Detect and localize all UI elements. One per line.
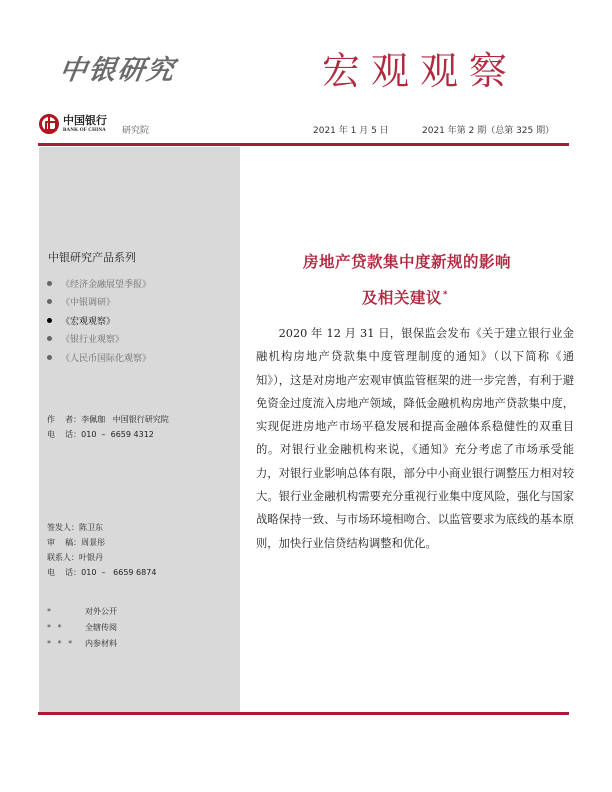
calligraphy-logo: 中银研究 [57, 55, 178, 86]
product-label: 《银行业观察》 [61, 335, 125, 346]
product-item [47, 330, 151, 349]
classification-row [47, 620, 117, 636]
sidebar [39, 147, 240, 712]
bullet-icon [47, 355, 52, 360]
article-title-text: 及相关建议 [361, 289, 442, 307]
signer-row [47, 520, 156, 535]
signer-value: 陈卫东 [79, 523, 103, 532]
reviewer-value: 周景彤 [81, 538, 106, 547]
star-icon: * [47, 607, 53, 616]
phone-value: 010 – 6659 4312 [81, 430, 154, 439]
contact-row [47, 550, 156, 565]
signer-key: 签发人： [47, 523, 79, 532]
article-title-line1: 房地产贷款集中度新规的影响 [302, 253, 511, 271]
product-label: 《宏观观察》 [61, 316, 116, 327]
boc-logo-chinese: 中国银行 [63, 114, 107, 127]
phone-key: 电 话： [47, 568, 82, 577]
contact-phone-row [47, 565, 156, 580]
author-phone-row [47, 427, 169, 442]
phone-key: 电 话： [47, 430, 82, 439]
phone-value: 010 – 6659 6874 [81, 568, 157, 577]
author-value: 李佩珈 中国银行研究院 [81, 415, 169, 424]
author-row [47, 412, 169, 427]
product-item [47, 274, 151, 293]
bullet-icon [47, 281, 52, 286]
product-label: 《人民币国际化观察》 [61, 353, 152, 364]
approval-info [47, 520, 156, 580]
institute-label: 研究院 [122, 126, 150, 136]
boc-emblem-icon [39, 114, 59, 134]
product-item [47, 293, 151, 312]
product-series-heading: 中银研究产品系列 [48, 251, 136, 264]
footnote-mark: * [442, 289, 449, 300]
product-series-list [47, 274, 151, 367]
series-title: 宏观观察 [322, 49, 519, 93]
product-label: 《经济金融展望季报》 [61, 279, 152, 290]
bullet-icon [47, 299, 52, 304]
header-divider [38, 143, 569, 146]
classification-legend [47, 604, 117, 652]
issue-number: 2021 年第 2 期（总第 325 期） [422, 126, 555, 136]
classification-row [47, 604, 117, 620]
star-icon: * * [47, 623, 64, 632]
classification-label: 全辖传阅 [85, 623, 117, 632]
author-key: 作 者： [47, 415, 82, 424]
issue-date: 2021 年 1 月 5 日 [313, 126, 389, 136]
classification-row [47, 636, 117, 652]
bank-of-china-logo [39, 114, 107, 134]
bullet-icon [47, 318, 52, 323]
boc-logo-english: BANK OF CHINA [63, 128, 106, 133]
footer-divider [38, 712, 569, 715]
reviewer-row [47, 535, 156, 550]
product-item-active [47, 311, 151, 330]
article-title-line2 [240, 286, 570, 308]
contact-value: 叶银丹 [79, 553, 103, 562]
product-label: 《中银调研》 [61, 298, 116, 309]
reviewer-key: 审 稿： [47, 538, 82, 547]
classification-label: 对外公开 [85, 607, 117, 616]
classification-label: 内参材料 [85, 639, 117, 648]
article-summary: 2020 年 12 月 31 日，银保监会发布《关于建立银行业金融机构房地产贷款集中度管理制度的通知》（以下简称《通知》），这是对房地产宏观审慎监管框架的进一步完善，有利于避免资金过度流入房地产领域，降低金融机构房地产贷款集中度，实现促进房地产市场平稳发展和提高金融体系稳健性的双重目的。对银行业金融机构来说，《通知》充分考虑了市场承受能力，对银行业影响总体有限，部分中小商业银行调整压力相对较大。银行业金融机构需要充分重视行业集中度风险，强化与国家战略保持一致、与市场环境相吻合、以监管要求为底线的基本原则，加快行业信贷结构调整和优化。 [256, 327, 574, 550]
star-icon: * * * [47, 639, 75, 648]
product-item [47, 348, 151, 367]
author-info [47, 412, 169, 442]
bullet-icon [47, 336, 52, 341]
contact-key: 联系人： [47, 553, 79, 562]
